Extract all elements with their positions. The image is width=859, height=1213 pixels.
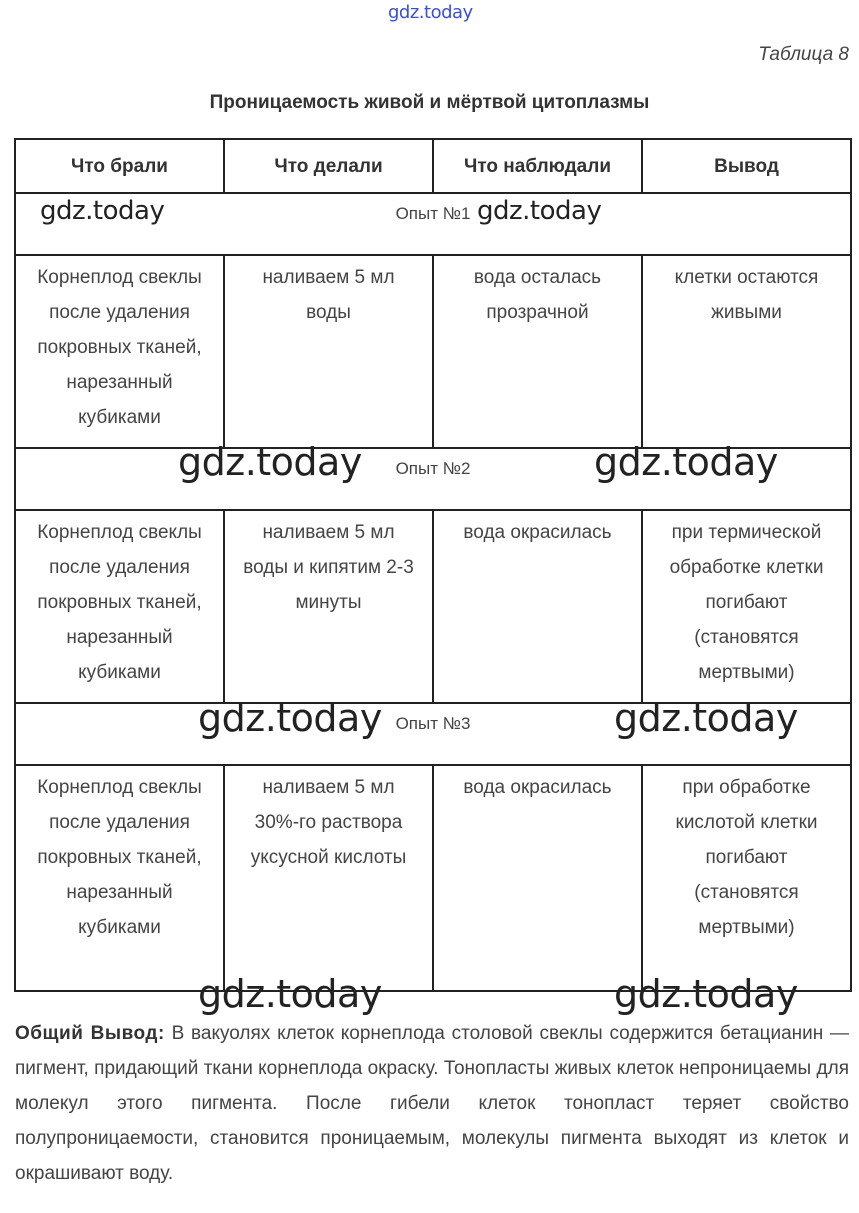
watermark-text: gdz.today bbox=[614, 696, 798, 740]
experiment-label: Опыт №2 bbox=[15, 448, 851, 510]
table-row bbox=[15, 510, 851, 703]
watermark-text: gdz.today bbox=[477, 196, 602, 226]
table-row bbox=[15, 765, 851, 991]
cell-took: Корнеплод свеклы после удаления покровных тканей, нарезанный кубиками bbox=[15, 255, 224, 448]
header-cell: Вывод bbox=[642, 139, 851, 193]
top-watermark: gdz.today bbox=[388, 2, 473, 23]
header-row bbox=[15, 139, 851, 193]
conclusion-label: Общий Вывод: bbox=[15, 1023, 165, 1044]
general-conclusion bbox=[15, 1016, 849, 1191]
watermark-text: gdz.today bbox=[198, 972, 382, 1016]
watermark-text: gdz.today bbox=[594, 440, 778, 484]
cell-observed: вода окрасилась bbox=[433, 765, 642, 991]
watermark-text: gdz.today bbox=[614, 972, 798, 1016]
experiment-label: Опыт №3 bbox=[15, 703, 851, 765]
cell-conclusion: при термической обработке клетки погибают (становятся мертвыми) bbox=[642, 510, 851, 703]
table-row bbox=[15, 255, 851, 448]
cell-observed: вода осталась прозрачной bbox=[433, 255, 642, 448]
cell-took: Корнеплод свеклы после удаления покровных тканей, нарезанный кубиками bbox=[15, 510, 224, 703]
header-cell: Что брали bbox=[15, 139, 224, 193]
cell-conclusion: при обработке кислотой клетки погибают (становятся мертвыми) bbox=[642, 765, 851, 991]
cell-did: наливаем 5 мл 30%-го раствора уксусной кислоты bbox=[224, 765, 433, 991]
conclusion-text: В вакуолях клеток корнеплода столовой свеклы содержится бетацианин — пигмент, придающий ткани корнеплода окраску. Тонопласты живых клеток непроницаемы для молекул этого пигмента. После гибели клеток тонопласт теряет свойство полупроницаемости, становится проницаемым, молекулы пигмента выходят из клеток и окрашивают воду. bbox=[15, 1023, 850, 1184]
cell-observed: вода окрасилась bbox=[433, 510, 642, 703]
watermark-text: gdz.today bbox=[40, 196, 165, 226]
table-label: Таблица 8 bbox=[758, 44, 849, 65]
cell-did: наливаем 5 мл воды и кипятим 2-3 минуты bbox=[224, 510, 433, 703]
watermark-text: gdz.today bbox=[178, 440, 362, 484]
experiment-label: Опыт №1 bbox=[15, 193, 851, 255]
table-title: Проницаемость живой и мёртвой цитоплазмы bbox=[209, 92, 650, 113]
header-cell: Что наблюдали bbox=[433, 139, 642, 193]
watermark-text: gdz.today bbox=[198, 696, 382, 740]
cell-did: наливаем 5 мл воды bbox=[224, 255, 433, 448]
header-cell: Что делали bbox=[224, 139, 433, 193]
cell-took: Корнеплод свеклы после удаления покровных тканей, нарезанный кубиками bbox=[15, 765, 224, 991]
cell-conclusion: клетки остаются живыми bbox=[642, 255, 851, 448]
permeability-table bbox=[14, 138, 852, 992]
